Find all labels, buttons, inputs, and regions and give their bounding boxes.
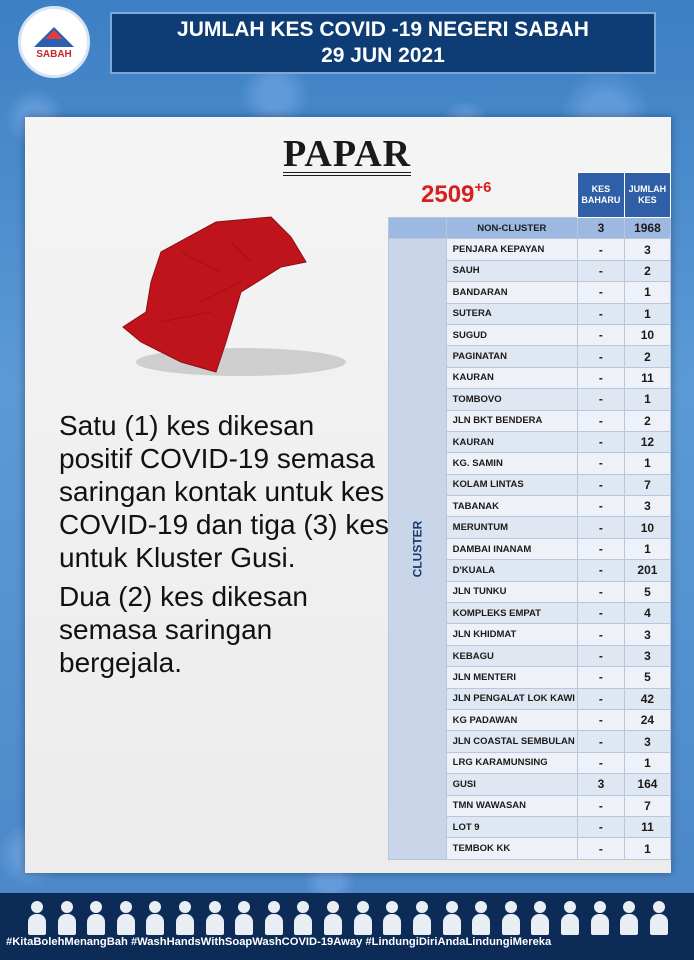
frontliner-figure-icon [413, 901, 431, 935]
frontliner-figure-icon [265, 901, 283, 935]
cluster-new-cases: - [577, 581, 624, 602]
cluster-name: TABANAK [446, 496, 577, 517]
cluster-total-cases: 1 [624, 752, 670, 773]
district-name: PAPAR [283, 133, 412, 175]
cluster-new-cases: - [577, 624, 624, 645]
cases-table-body [389, 218, 671, 860]
cluster-new-cases: - [577, 838, 624, 859]
cluster-name: SAUH [446, 260, 577, 281]
logo-text: SABAH [36, 48, 72, 60]
frontliner-figure-icon [176, 901, 194, 935]
cluster-name: JLN MENTERI [446, 667, 577, 688]
frontliner-figures [28, 897, 668, 935]
new-cases-value: +6 [474, 179, 492, 196]
cluster-new-cases: - [577, 709, 624, 730]
cluster-name: LRG KARAMUNSING [446, 752, 577, 773]
cluster-new-cases: - [577, 752, 624, 773]
col-header-new: KES BAHARU [577, 173, 624, 218]
frontliner-figure-icon [87, 901, 105, 935]
cluster-new-cases: - [577, 517, 624, 538]
frontliner-figure-icon [443, 901, 461, 935]
cluster-name: D'KUALA [446, 560, 577, 581]
cluster-name: BANDARAN [446, 282, 577, 303]
title-line-2: 29 JUN 2021 [321, 44, 445, 67]
cluster-name: JLN TUNKU [446, 581, 577, 602]
cluster-total-cases: 1 [624, 838, 670, 859]
cluster-total-cases: 7 [624, 795, 670, 816]
frontliner-figure-icon [235, 901, 253, 935]
cluster-new-cases: - [577, 410, 624, 431]
frontliner-figure-icon [58, 901, 76, 935]
cluster-total-cases: 1 [624, 282, 670, 303]
cluster-new-cases: - [577, 346, 624, 367]
cluster-name: KG PADAWAN [446, 709, 577, 730]
cluster-total-cases: 3 [624, 496, 670, 517]
cluster-new-cases: - [577, 431, 624, 452]
cluster-new-cases: - [577, 560, 624, 581]
non-cluster-total: 1968 [624, 218, 670, 239]
cluster-total-cases: 5 [624, 667, 670, 688]
cluster-total-cases: 1 [624, 303, 670, 324]
cluster-new-cases: - [577, 303, 624, 324]
cluster-name: DAMBAI INANAM [446, 538, 577, 559]
frontliner-figure-icon [206, 901, 224, 935]
cluster-new-cases: - [577, 453, 624, 474]
non-cluster-name: NON-CLUSTER [446, 218, 577, 239]
announcement-text [59, 409, 389, 685]
cluster-name: GUSI [446, 774, 577, 795]
cluster-new-cases: - [577, 816, 624, 837]
cluster-total-cases: 4 [624, 603, 670, 624]
cluster-total-cases: 42 [624, 688, 670, 709]
frontliner-figure-icon [561, 901, 579, 935]
frontliner-figure-icon [591, 901, 609, 935]
cluster-new-cases: - [577, 389, 624, 410]
cluster-new-cases: - [577, 538, 624, 559]
table-header-blank [389, 173, 578, 218]
cluster-new-cases: - [577, 239, 624, 260]
page-title [110, 12, 656, 74]
cluster-name: TOMBOVO [446, 389, 577, 410]
cluster-total-cases: 5 [624, 581, 670, 602]
cluster-name: SUGUD [446, 324, 577, 345]
col-header-total: JUMLAH KES [624, 173, 670, 218]
cluster-name: TEMBOK KK [446, 838, 577, 859]
cluster-new-cases: - [577, 474, 624, 495]
cluster-total-cases: 3 [624, 239, 670, 260]
frontliner-figure-icon [294, 901, 312, 935]
cluster-name: JLN KHIDMAT [446, 624, 577, 645]
cluster-name: PENJARA KEPAYAN [446, 239, 577, 260]
cluster-new-cases: - [577, 731, 624, 752]
cluster-total-cases: 1 [624, 538, 670, 559]
cluster-total-cases: 2 [624, 346, 670, 367]
cluster-total-cases: 11 [624, 816, 670, 837]
total-value: 2509 [421, 181, 475, 208]
cluster-name: SUTERA [446, 303, 577, 324]
footer-banner [0, 893, 694, 960]
table-header-row [389, 173, 671, 218]
announcement-paragraph-2: Dua (2) kes dikesan semasa saringan bergejala. [59, 581, 309, 678]
cluster-total-cases: 1 [624, 389, 670, 410]
cluster-total-cases: 10 [624, 324, 670, 345]
cluster-name: JLN COASTAL SEMBULAN [446, 731, 577, 752]
cluster-total-cases: 2 [624, 260, 670, 281]
cluster-total-cases: 3 [624, 731, 670, 752]
cluster-total-cases: 7 [624, 474, 670, 495]
cluster-name: KOLAM LINTAS [446, 474, 577, 495]
cluster-new-cases: - [577, 282, 624, 303]
cluster-name: TMN WAWASAN [446, 795, 577, 816]
cluster-name: MERUNTUM [446, 517, 577, 538]
frontliner-figure-icon [383, 901, 401, 935]
mountain-icon [32, 25, 76, 47]
table-row [389, 239, 671, 260]
sabah-logo [18, 6, 90, 78]
cluster-total-cases: 3 [624, 645, 670, 666]
cluster-name: JLN BKT BENDERA [446, 410, 577, 431]
cluster-name: KEBAGU [446, 645, 577, 666]
frontliner-figure-icon [620, 901, 638, 935]
frontliner-figure-icon [324, 901, 342, 935]
frontliner-figure-icon [354, 901, 372, 935]
frontliner-figure-icon [28, 901, 46, 935]
frontliner-figure-icon [117, 901, 135, 935]
footer-hashtags: #KitaBolehMenangBah #WashHandsWithSoapWashCOVID-19Away #LindungiDiriAndaLindungiMereka [6, 936, 552, 948]
frontliner-figure-icon [146, 901, 164, 935]
frontliner-figure-icon [650, 901, 668, 935]
cluster-name: PAGINATAN [446, 346, 577, 367]
cluster-total-cases: 2 [624, 410, 670, 431]
cluster-name: KAURAN [446, 431, 577, 452]
cluster-name: KAURAN [446, 367, 577, 388]
cluster-name: KOMPLEKS EMPAT [446, 603, 577, 624]
cluster-new-cases: - [577, 795, 624, 816]
content-panel [25, 117, 671, 873]
title-line-1: JUMLAH KES COVID -19 NEGERI SABAH [177, 18, 589, 41]
cluster-total-cases: 12 [624, 431, 670, 452]
non-cluster-side [389, 218, 447, 239]
cluster-total-cases: 11 [624, 367, 670, 388]
cluster-total-cases: 201 [624, 560, 670, 581]
cluster-side-label [389, 239, 447, 859]
cluster-new-cases: - [577, 603, 624, 624]
cluster-new-cases: - [577, 688, 624, 709]
cluster-new-cases: - [577, 496, 624, 517]
non-cluster-row [389, 218, 671, 239]
non-cluster-new: 3 [577, 218, 624, 239]
cluster-new-cases: - [577, 367, 624, 388]
cluster-total-cases: 164 [624, 774, 670, 795]
frontliner-figure-icon [472, 901, 490, 935]
announcement-paragraph-1: Satu (1) kes dikesan positif COVID-19 semasa saringan kontak untuk kes COVID-19 dan tiga (3) kes untuk Kluster Gusi. [59, 410, 389, 573]
cluster-new-cases: - [577, 324, 624, 345]
papar-district-map [121, 212, 347, 387]
cluster-new-cases: - [577, 645, 624, 666]
cluster-new-cases: 3 [577, 774, 624, 795]
cases-table [388, 172, 671, 860]
frontliner-figure-icon [502, 901, 520, 935]
cluster-name: JLN PENGALAT LOK KAWI [446, 688, 577, 709]
cluster-name: KG. SAMIN [446, 453, 577, 474]
cluster-name: LOT 9 [446, 816, 577, 837]
cluster-new-cases: - [577, 260, 624, 281]
frontliner-figure-icon [531, 901, 549, 935]
cluster-total-cases: 10 [624, 517, 670, 538]
cluster-label: CLUSTER [410, 520, 425, 578]
cluster-total-cases: 1 [624, 453, 670, 474]
cluster-total-cases: 3 [624, 624, 670, 645]
cluster-total-cases: 24 [624, 709, 670, 730]
cluster-new-cases: - [577, 667, 624, 688]
